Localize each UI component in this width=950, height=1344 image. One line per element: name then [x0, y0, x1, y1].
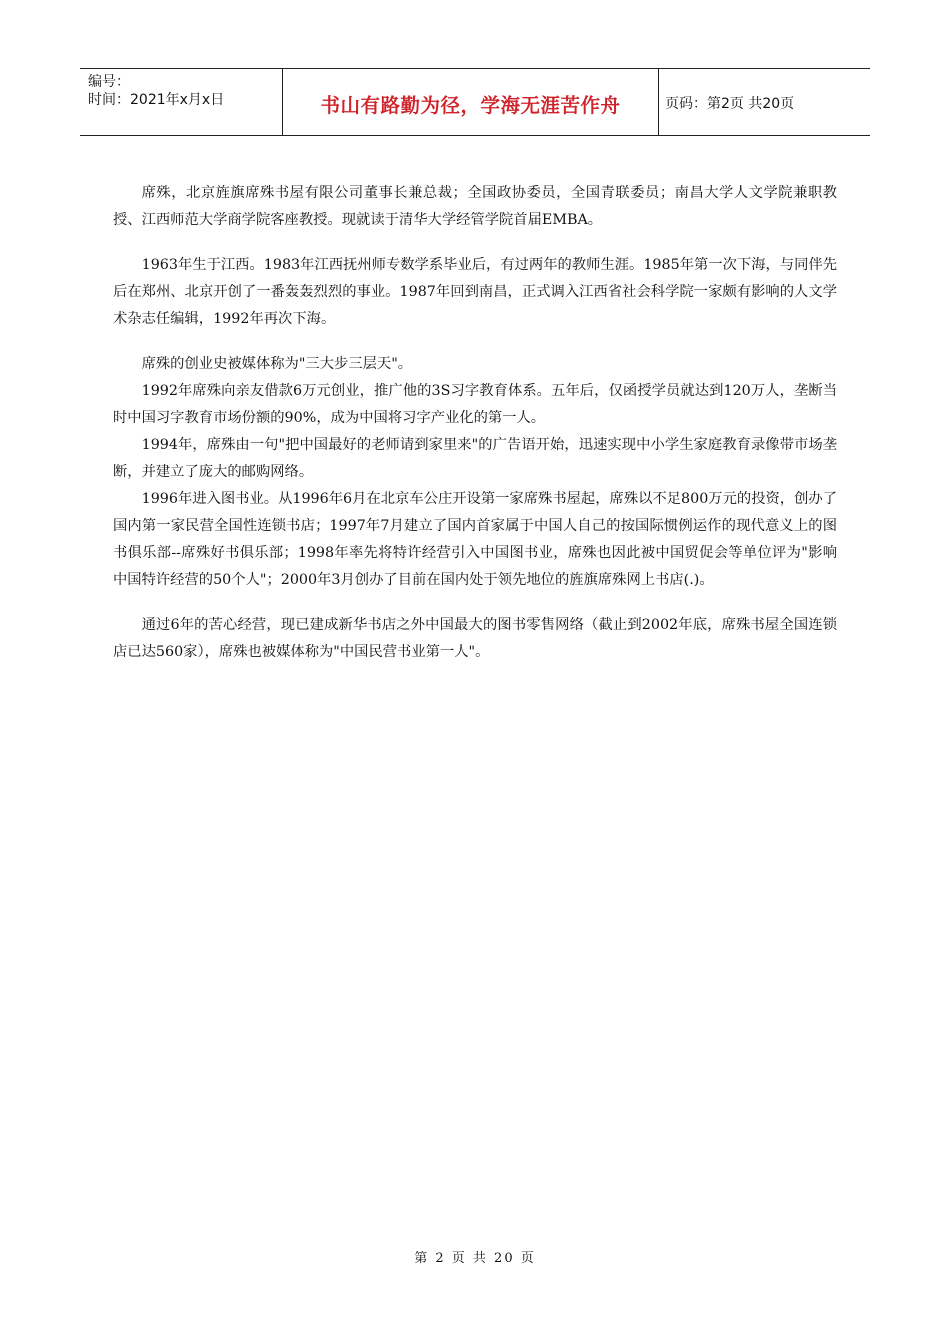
page-label: 页码：第2页 共20页 [665, 96, 795, 112]
document-body [113, 180, 837, 666]
paragraph-step-one: 1992年席殊向亲友借款6万元创业，推广他的3S习字教育体系。五年后，仅函授学员就达到120万人，垄断当时中国习字教育市场份额的90%，成为中国将习字产业化的第一人。 [113, 383, 837, 426]
paragraph-conclusion: 通过6年的苦心经营，现已建成新华书店之外中国最大的图书零售网络（截止到2002年底，席殊书屋全国连锁店已达560家），席殊也被媒体称为"中国民营书业第一人"。 [113, 617, 837, 660]
header-page-cell [659, 69, 870, 135]
date-label: 时间：2021年x月x日 [88, 92, 225, 108]
motto: 书山有路勤为径，学海无涯苦作舟 [320, 94, 621, 117]
paragraph-summary: 席殊的创业史被媒体称为"三大步三层天"。 [141, 356, 413, 372]
paragraph-step-three: 1996年进入图书业。从1996年6月在北京车公庄开设第一家席殊书屋起，席殊以不足800万元的投资，创办了国内第一家民营全国性连锁书店；1997年7月建立了国内首家属于中国人自己的按国际惯例运作的现代意义上的图书俱乐部--席殊好书俱乐部；1998年率先将特许经营引入中国图书业，席殊也因此被中国贸促会等单位评为"影响中国特许经营的50个人"；2000年3月创办了目前在国内处于领先地位的旌旗席殊网上书店(.)。 [113, 491, 837, 588]
page-footer: 第 2 页 共 20 页 [414, 1251, 536, 1266]
header-meta [80, 69, 282, 135]
paragraph-intro: 席殊，北京旌旗席殊书屋有限公司董事长兼总裁；全国政协委员，全国青联委员；南昌大学人文学院兼职教授、江西师范大学商学院客座教授。现就读于清华大学经管学院首届EMBA。 [113, 185, 837, 228]
page-header [80, 68, 870, 136]
paragraph-step-two: 1994年，席殊由一句"把中国最好的老师请到家里来"的广告语开始，迅速实现中小学生家庭教育录像带市场垄断，并建立了庞大的邮购网络。 [113, 437, 837, 480]
paragraph-biography: 1963年生于江西。1983年江西抚州师专数学系毕业后，有过两年的教师生涯。1985年第一次下海，与同伴先后在郑州、北京开创了一番轰轰烈烈的事业。1987年回到南昌，正式调入江西省社会科学院一家颇有影响的人文学术杂志任编辑，1992年再次下海。 [113, 257, 837, 327]
number-label: 编号： [88, 74, 130, 90]
header-motto-cell [282, 69, 659, 135]
